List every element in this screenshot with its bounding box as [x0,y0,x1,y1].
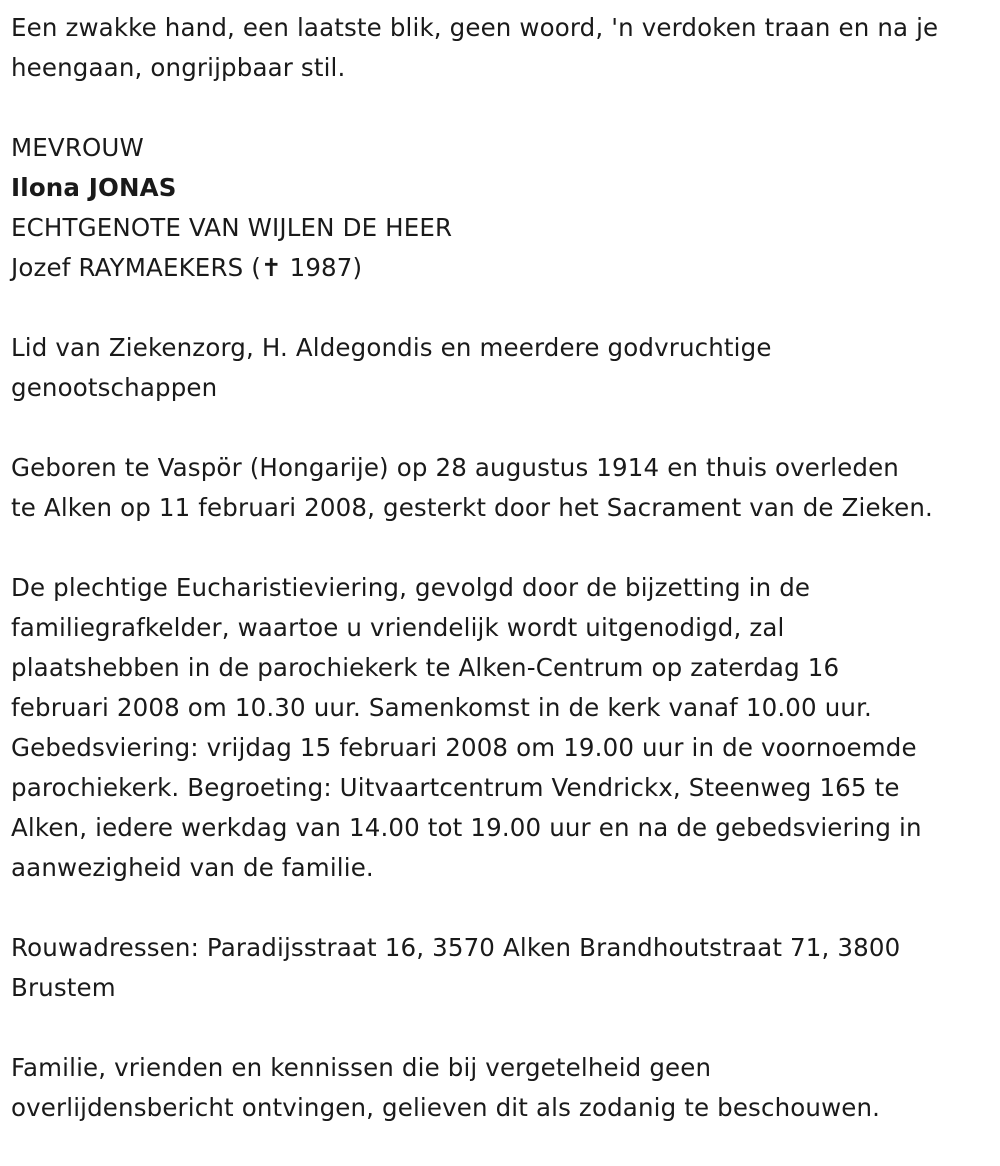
spouse-name: Jozef RAYMAEKERS (✝ 1987) [11,253,363,282]
poem-line: Een zwakke hand, een laatste blik, geen woord, 'n verdoken traan en na je [11,13,939,42]
membership-line: genootschappen [11,373,218,402]
notice-paragraph [11,1048,996,1128]
person-block [11,128,996,288]
ceremony-paragraph [11,568,996,888]
ceremony-line: familiegrafkelder, waartoe u vriendelijk wordt uitgenodigd, zal [11,613,785,642]
paragraph-spacer [11,528,996,568]
ceremony-line: aanwezigheid van de familie. [11,853,374,882]
notice-line: Familie, vrienden en kennissen die bij vergetelheid geen [11,1053,712,1082]
paragraph-spacer [11,88,996,128]
ceremony-line: februari 2008 om 10.30 uur. Samenkomst in de kerk vanaf 10.00 uur. [11,693,872,722]
salutation: MEVROUW [11,133,144,162]
birth-death-paragraph [11,448,996,528]
membership-line: Lid van Ziekenzorg, H. Aldegondis en meerdere godvruchtige [11,333,772,362]
poem-paragraph [11,8,996,88]
relation-line: ECHTGENOTE VAN WIJLEN DE HEER [11,213,453,242]
ceremony-line: Gebedsviering: vrijdag 15 februari 2008 om 19.00 uur in de voornoemde [11,733,917,762]
address-line: Rouwadressen: Paradijsstraat 16, 3570 Alken Brandhoutstraat 71, 3800 [11,933,901,962]
birth-death-line: Geboren te Vaspör (Hongarije) op 28 augustus 1914 en thuis overleden [11,453,899,482]
paragraph-spacer [11,1008,996,1048]
membership-paragraph [11,328,996,408]
paragraph-spacer [11,408,996,448]
ceremony-line: plaatshebben in de parochiekerk te Alken-Centrum op zaterdag 16 [11,653,840,682]
obituary-document [11,8,996,1128]
paragraph-spacer [11,888,996,928]
ceremony-line: Alken, iedere werkdag van 14.00 tot 19.00 uur en na de gebedsviering in [11,813,922,842]
addresses-paragraph [11,928,996,1008]
poem-line: heengaan, ongrijpbaar stil. [11,53,346,82]
birth-death-line: te Alken op 11 februari 2008, gesterkt door het Sacrament van de Zieken. [11,493,933,522]
ceremony-line: De plechtige Eucharistieviering, gevolgd door de bijzetting in de [11,573,811,602]
address-line: Brustem [11,973,116,1002]
paragraph-spacer [11,288,996,328]
ceremony-line: parochiekerk. Begroeting: Uitvaartcentrum Vendrickx, Steenweg 165 te [11,773,900,802]
deceased-name: Ilona JONAS [11,173,177,202]
notice-line: overlijdensbericht ontvingen, gelieven dit als zodanig te beschouwen. [11,1093,881,1122]
